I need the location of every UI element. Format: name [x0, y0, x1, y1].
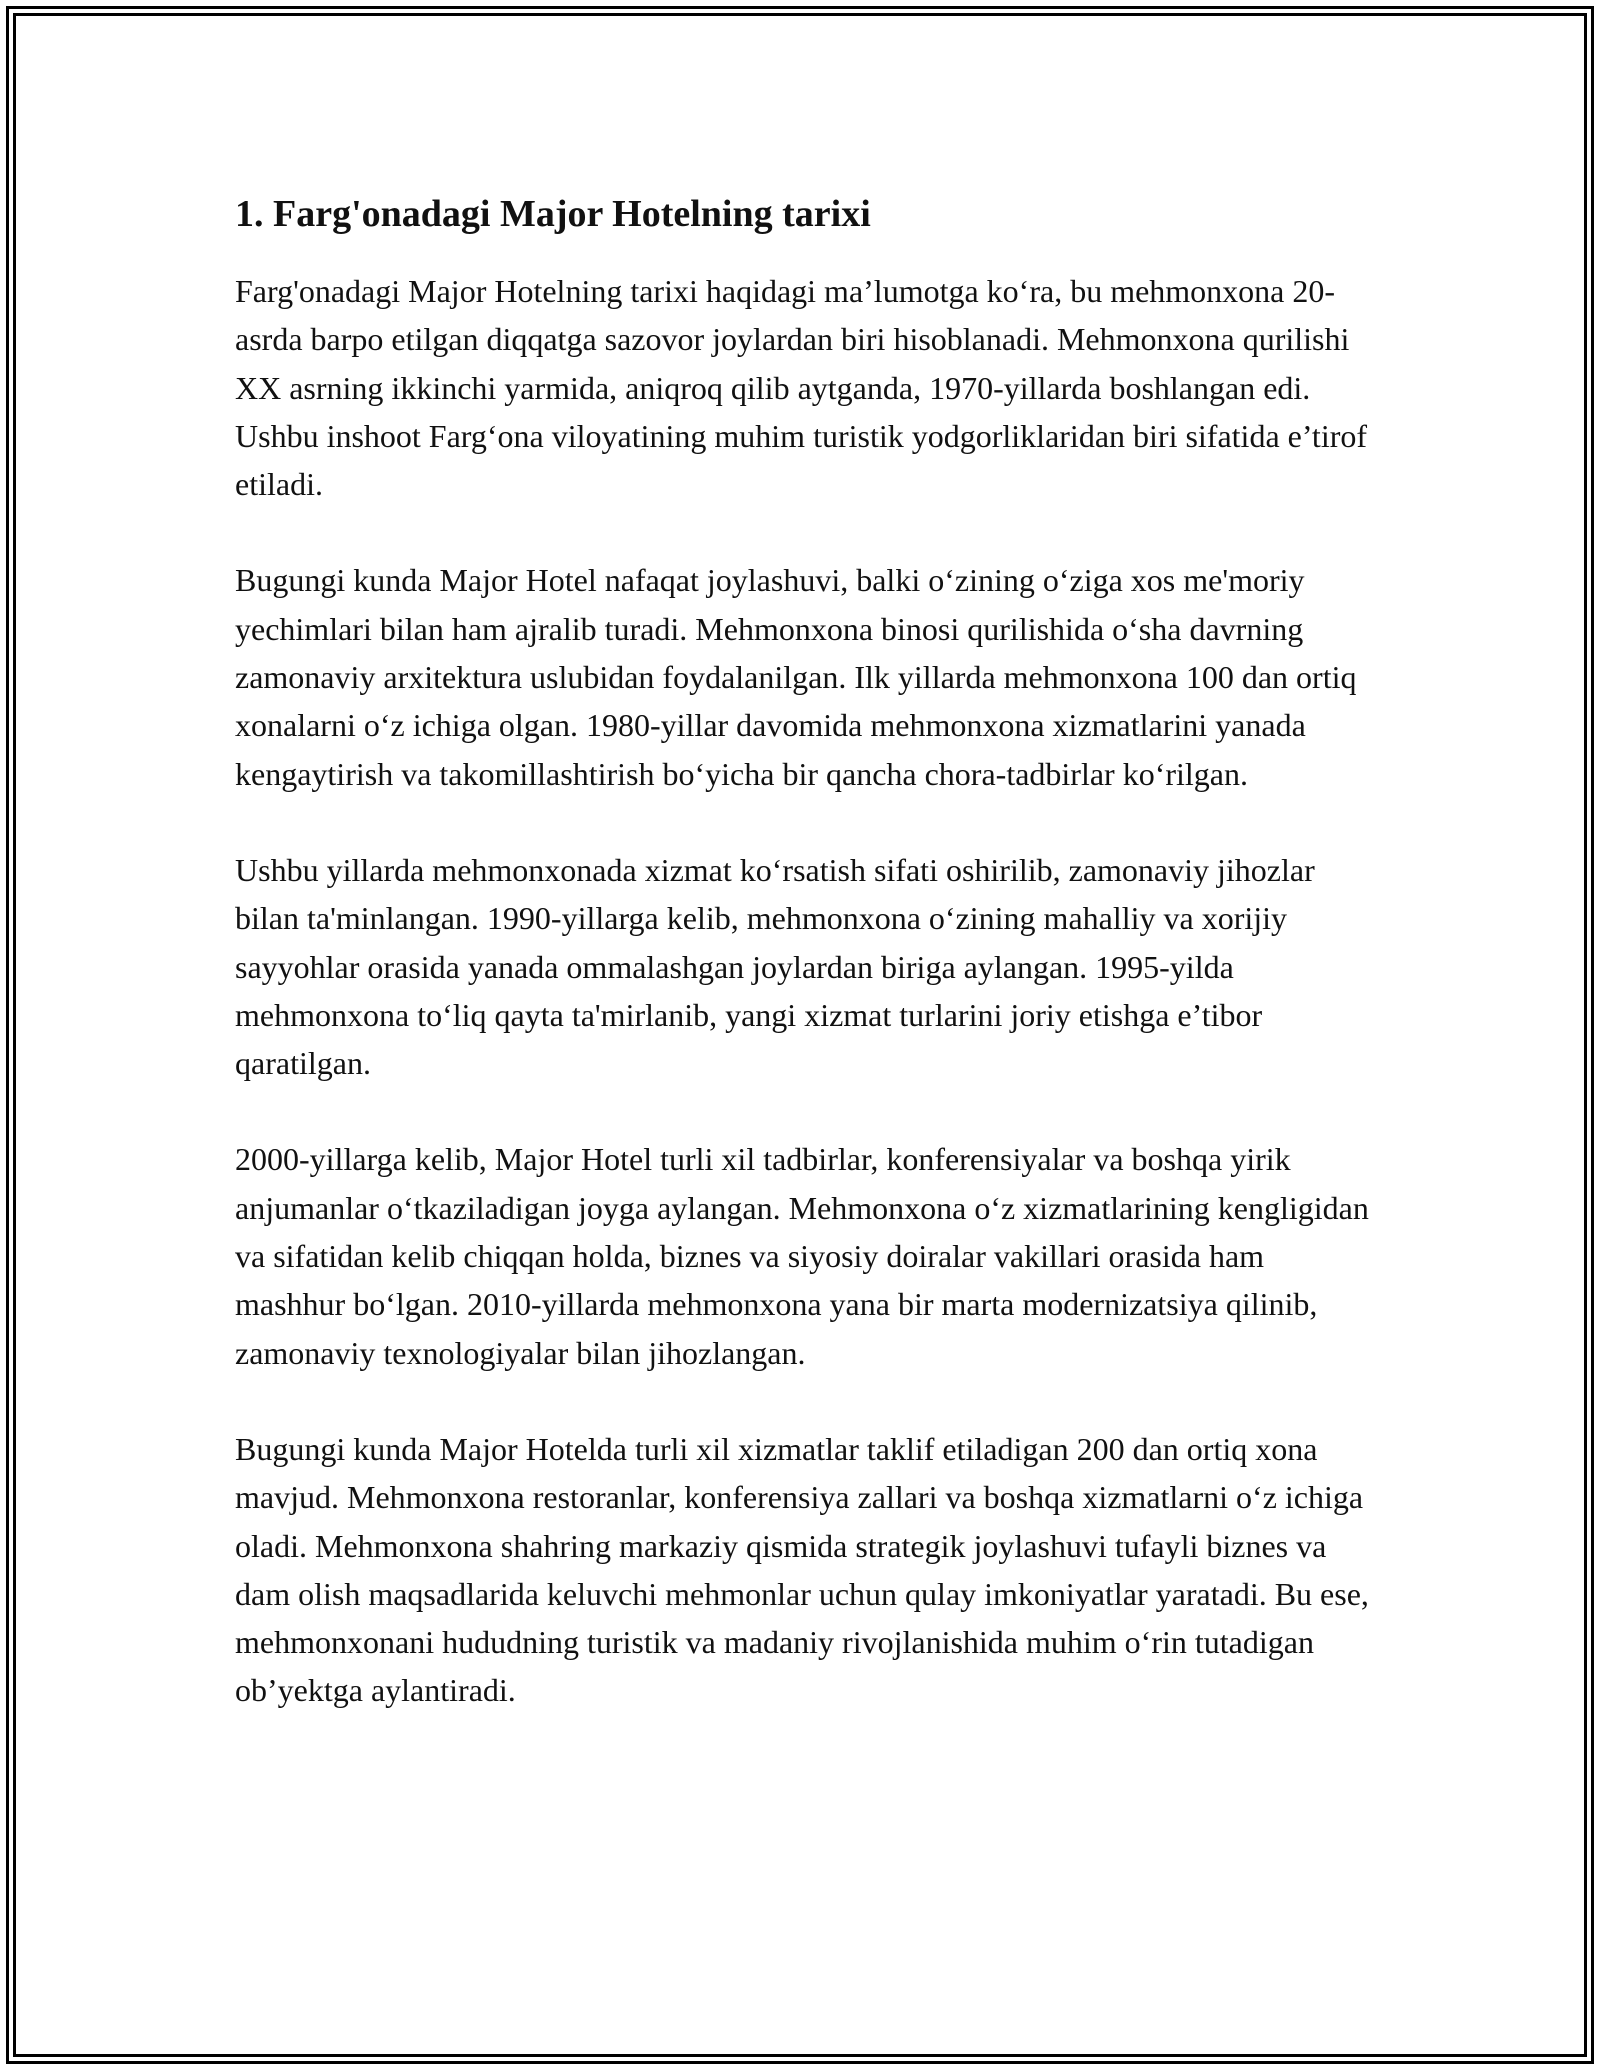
paragraph-2: Bugungi kunda Major Hotel nafaqat joylashuvi, balki o‘zining o‘ziga xos me'moriy yechimlari bilan ham ajralib turadi. Mehmonxona binosi qurilishida o‘sha davrning zamonaviy arxitektura uslubidan foydalanilgan. Ilk yillarda mehmonxona 100 dan ortiq xonalarni o‘z ichiga olgan. 1980-yillar davomida mehmonxona xizmatlarini yanada kengaytirish va takomillashtirish bo‘yicha bir qancha chora-tadbirlar ko‘rilgan. [235, 562, 1357, 792]
document-body [235, 185, 1370, 1763]
paragraph-3: Ushbu yillarda mehmonxonada xizmat ko‘rsatish sifati oshirilib, zamonaviy jihozlar bilan ta'minlangan. 1990-yillarga kelib, mehmonxona o‘zining mahalliy va xorijiy sayyohlar orasida yanada ommalashgan joylardan biriga aylangan. 1995-yilda mehmonxona to‘liq qayta ta'mirlanib, yangi xizmat turlarini joriy etishga e’tibor qaratilgan. [235, 851, 1315, 1082]
section-heading: 1. Farg'onadagi Major Hotelning tarixi [235, 193, 871, 235]
paragraph-5: Bugungi kunda Major Hotelda turli xil xizmatlar taklif etiladigan 200 dan ortiq xona mavjud. Mehmonxona restoranlar, konferensiya zallari va boshqa xizmatlarni o‘z ichiga oladi. Mehmonxona shahring markaziy qismida strategik joylashuvi tufayli biznes va dam olish maqsadlarida keluvchi mehmonlar uchun qulay imkoniyatlar yaratadi. Bu ese, mehmonxonani hududning turistik va madaniy rivojlanishida muhim o‘rin tutadigan ob’yektga aylantiradi. [235, 1430, 1369, 1709]
paragraph-1: Farg'onadagi Major Hotelning tarixi haqidagi ma’lumotga ko‘ra, bu mehmonxona 20-asrda barpo etilgan diqqatga sazovor joylardan biri hisoblanadi. Mehmonxona qurilishi XX asrning ikkinchi yarmida, aniqroq qilib aytganda, 1970-yillarda boshlangan edi. Ushbu inshoot Farg‘ona viloyatining muhim turistik yodgorliklaridan biri sifatida e’tirof etiladi. [235, 273, 1368, 503]
paragraph-4: 2000-yillarga kelib, Major Hotel turli xil tadbirlar, konferensiyalar va boshqa yirik anjumanlar o‘tkaziladigan joyga aylangan. Mehmonxona o‘z xizmatlarining kengligidan va sifatidan kelib chiqqan holda, biznes va siyosiy doiralar vakillari orasida ham mashhur bo‘lgan. 2010-yillarda mehmonxona yana bir marta modernizatsiya qilinib, zamonaviy texnologiyalar bilan jihozlangan. [235, 1141, 1369, 1371]
